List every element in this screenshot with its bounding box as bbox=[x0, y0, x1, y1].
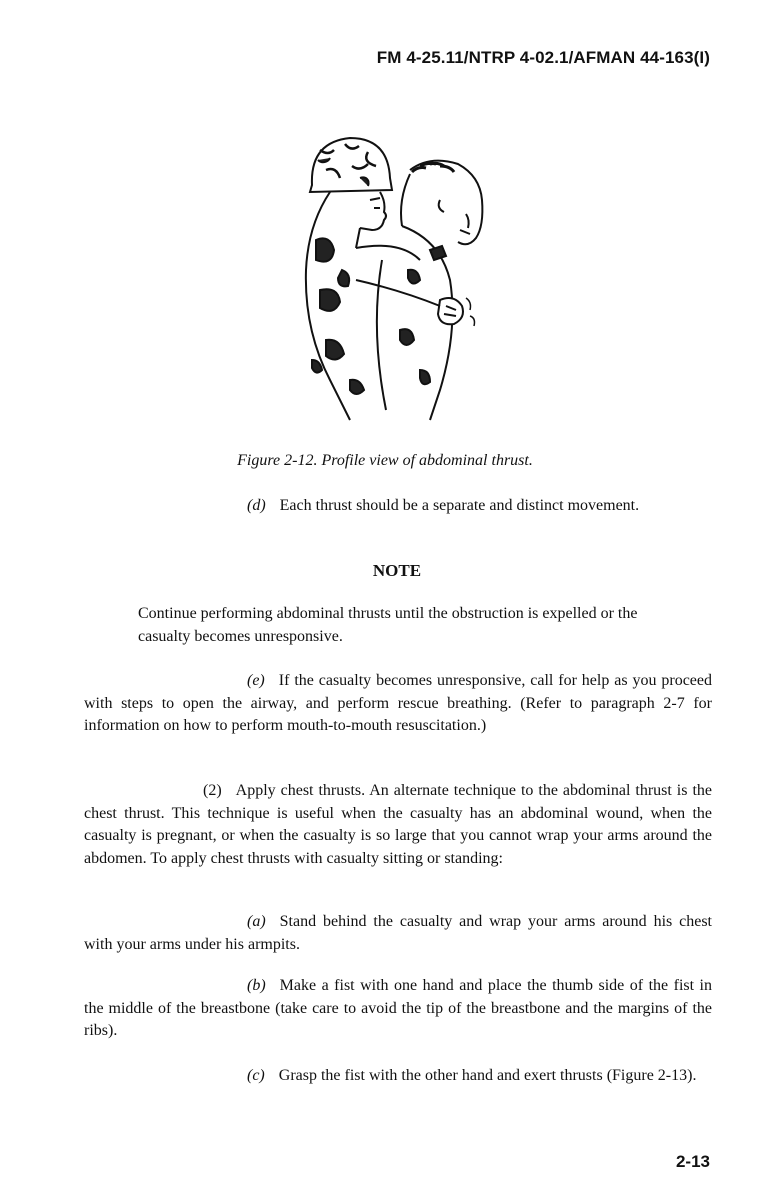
paragraph-d-text: Each thrust should be a separate and distinct movement. bbox=[279, 497, 640, 514]
figure-caption: Figure 2-12. Profile view of abdominal thrust. bbox=[237, 452, 533, 469]
abdominal-thrust-icon bbox=[290, 130, 490, 430]
paragraph-a-marker: (a) bbox=[247, 913, 266, 930]
note-title: NOTE bbox=[372, 561, 422, 580]
paragraph-2-text: Apply chest thrusts. An alternate technique to the abdominal thrust is the chest thrust. This technique is useful when the casualty has an abdominal wound, when the casualty is pregnant, or when the casualty is so large that you cannot wrap your arms around the abdomen. To apply chest thrusts with casualty sitting or standing: bbox=[84, 782, 712, 867]
paragraph-c bbox=[84, 1065, 712, 1088]
paragraph-b-text: Make a fist with one hand and place the thumb side of the fist in the middle of the breastbone (take care to avoid the tip of the breastbone and the margins of the ribs). bbox=[84, 977, 712, 1039]
paragraph-2 bbox=[84, 780, 712, 870]
paragraph-c-text: Grasp the fist with the other hand and exert thrusts (Figure 2-13). bbox=[278, 1067, 697, 1084]
paragraph-b bbox=[84, 975, 712, 1043]
paragraph-e-text: If the casualty becomes unresponsive, call for help as you proceed with steps to open the airway, and perform rescue breathing. (Refer to paragraph 2-7 for information on how to perform mouth-to-mouth resuscitation.) bbox=[84, 672, 712, 734]
paragraph-e-marker: (e) bbox=[247, 672, 265, 689]
document-id-header: FM 4-25.11/NTRP 4-02.1/AFMAN 44-163(I) bbox=[376, 48, 710, 67]
paragraph-c-marker: (c) bbox=[247, 1067, 265, 1084]
paragraph-2-marker: (2) bbox=[203, 782, 222, 799]
paragraph-e bbox=[84, 670, 712, 738]
paragraph-a bbox=[84, 911, 712, 956]
page-number: 2-13 bbox=[675, 1152, 710, 1171]
paragraph-d bbox=[84, 495, 712, 518]
note-body: Continue performing abdominal thrusts until the obstruction is expelled or the casualty becomes unresponsive. bbox=[138, 605, 638, 645]
abdominal-thrust-illustration bbox=[290, 130, 490, 430]
paragraph-a-text: Stand behind the casualty and wrap your arms around his chest with your arms under his armpits. bbox=[84, 913, 712, 953]
paragraph-d-marker: (d) bbox=[247, 497, 266, 514]
paragraph-b-marker: (b) bbox=[247, 977, 266, 994]
